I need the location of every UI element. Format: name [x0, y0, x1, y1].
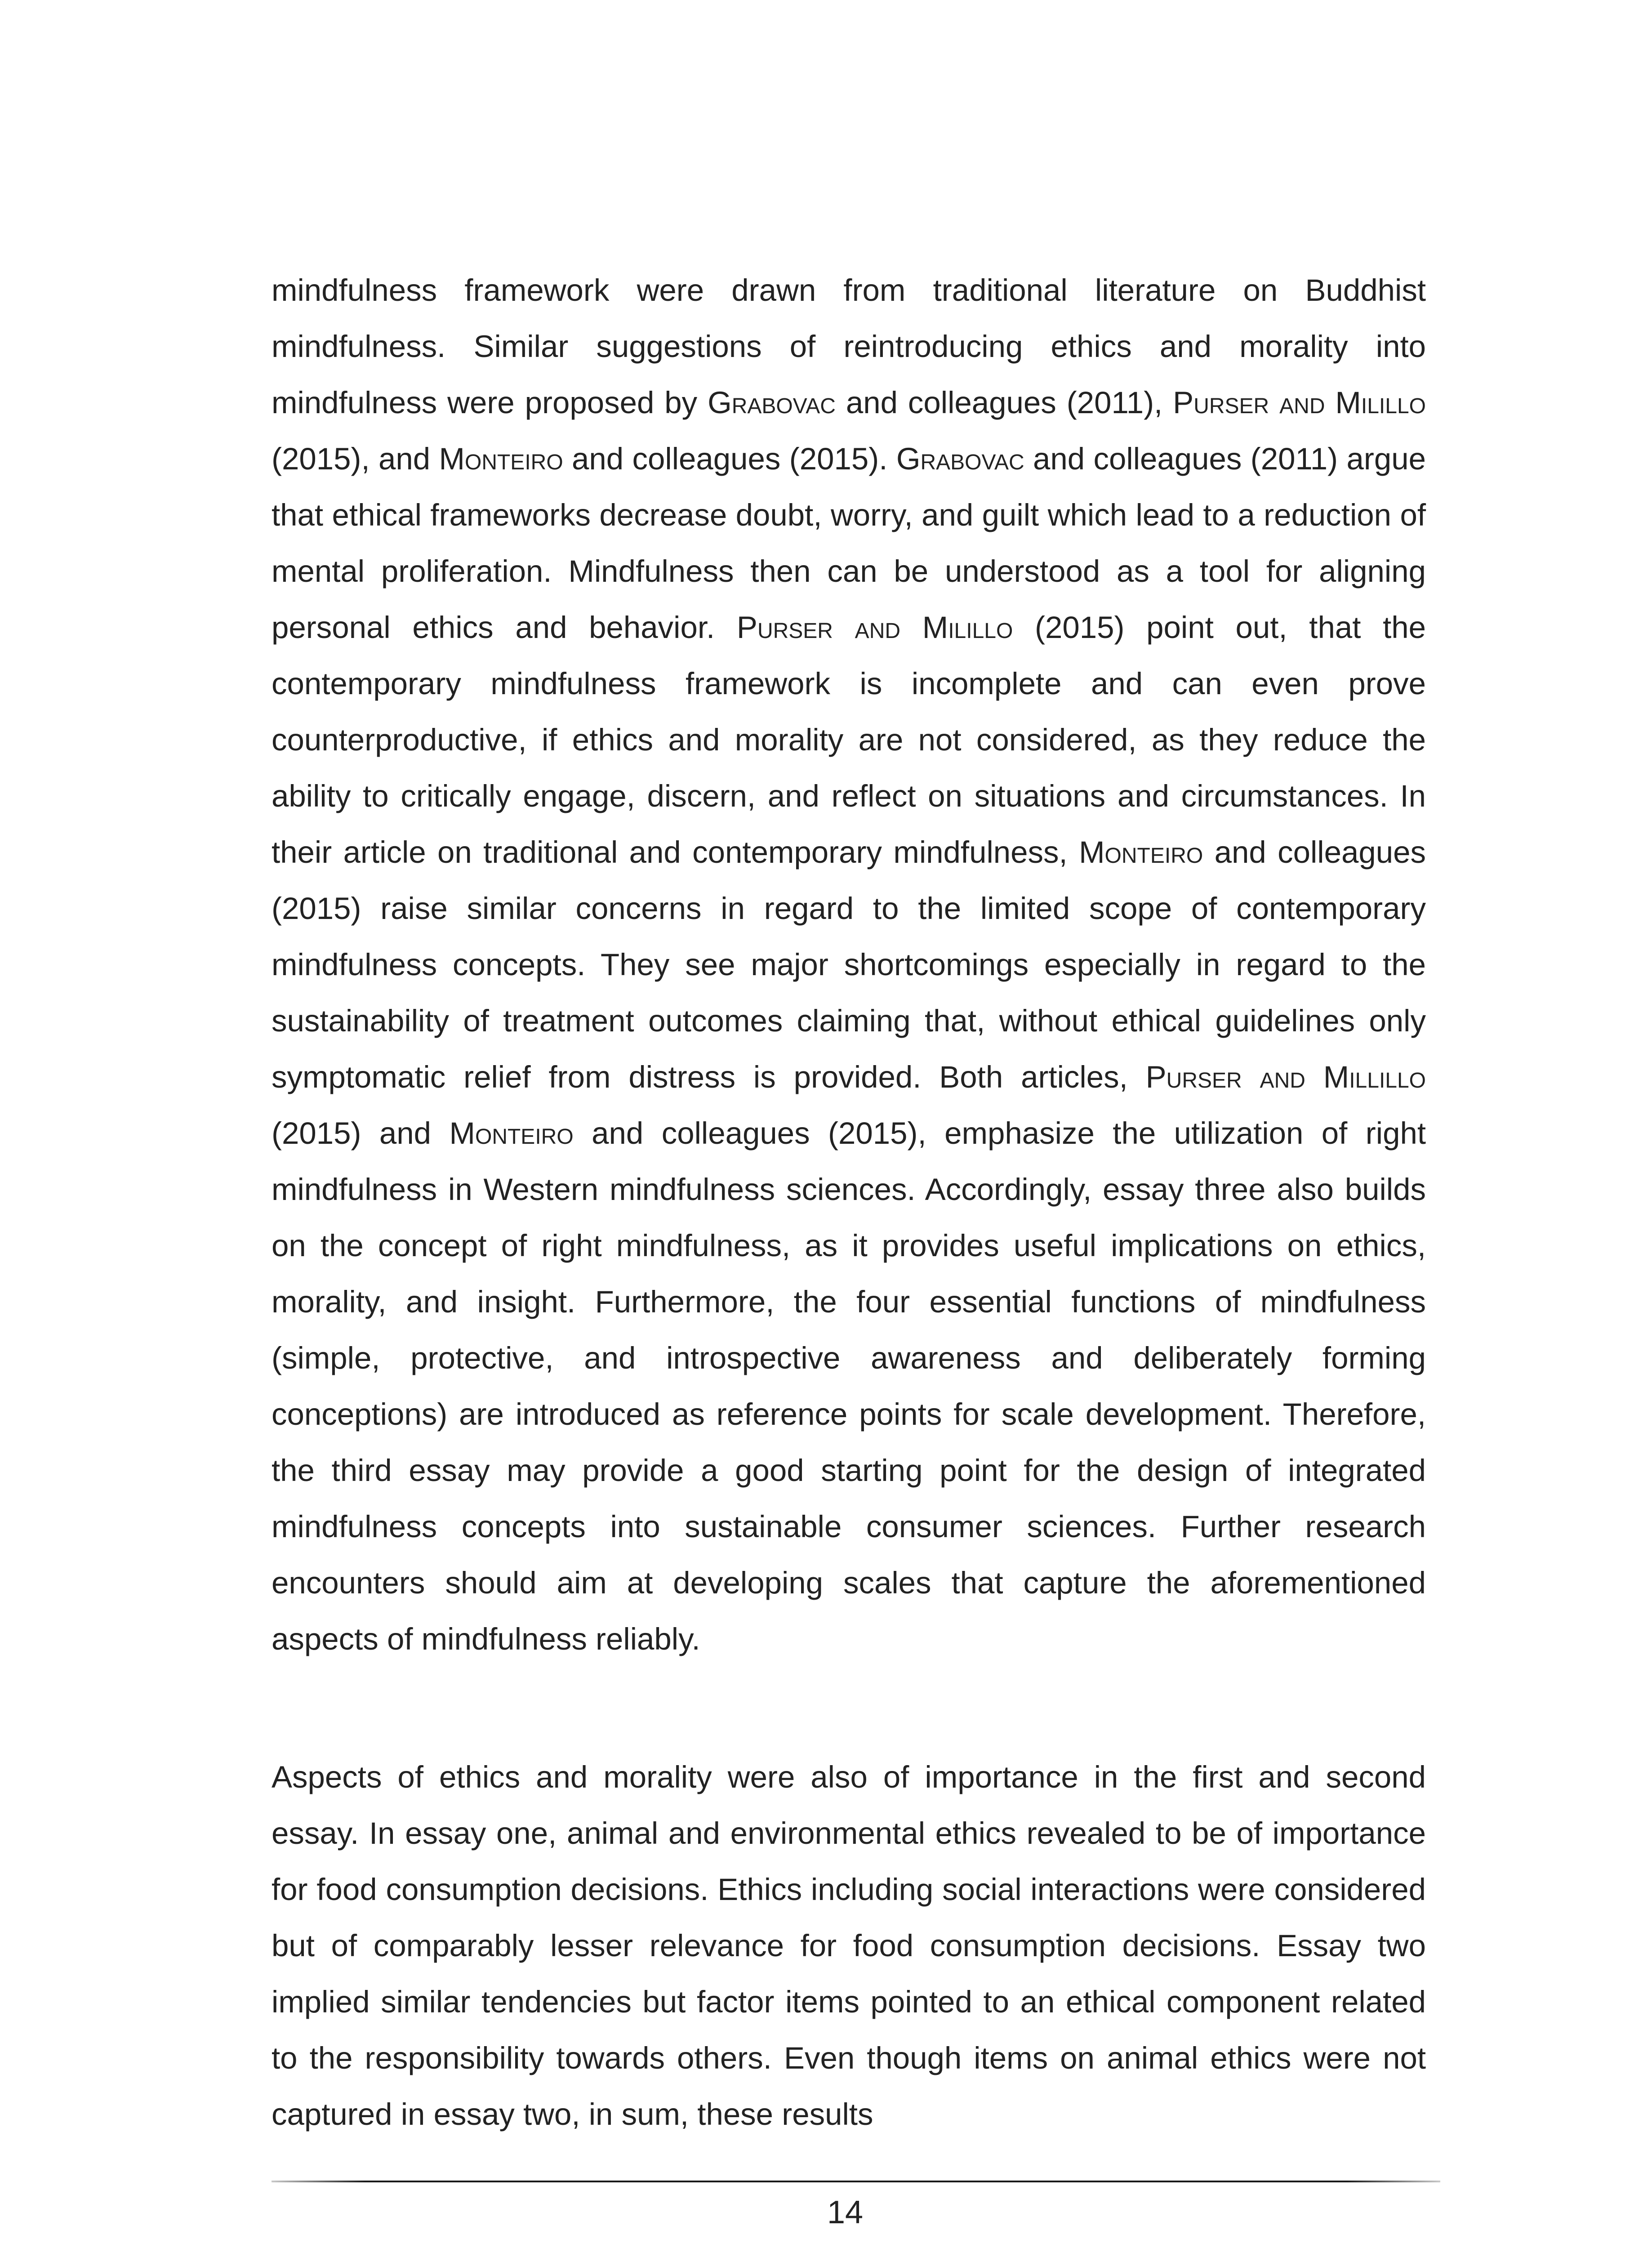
text-segment: and colleagues (2015).: [563, 442, 896, 476]
page-number: 14: [827, 2194, 864, 2230]
author-name: Monteiro: [1079, 835, 1203, 870]
author-name: Monteiro: [439, 442, 563, 476]
body-paragraph-2: [272, 1749, 1426, 2142]
text-segment: mindfulness framework were drawn from traditional literature on Buddhist mindfulness. Similar suggestions of reintroducing ethics and morality into mindfulness were proposed by: [272, 273, 1426, 420]
text-segment: (2015), and: [272, 442, 439, 476]
text-segment: and colleagues (2011) argue that ethical frameworks decrease doubt, worry, and guilt which lead to a reduction of mental proliferation. Mindfulness then can be understood as a tool for aligning personal ethics and behavior.: [272, 442, 1426, 645]
text-segment: (2015) and: [272, 1116, 450, 1151]
text-segment: Aspects of ethics and morality were also of importance in the first and second essay. In essay one, animal and environmental ethics revealed to be of importance for food consumption decisions. Ethics including social interactions were considered but of comparably lesser relevance for food consumption decisions. Essay two implied similar tendencies but factor items pointed to an ethical component related to the responsibility towards others. Even though items on animal ethics were not captured in essay two, in sum, these results: [272, 1760, 1426, 2132]
author-name: Grabovac: [896, 442, 1024, 476]
text-segment: and colleagues (2015), emphasize the utilization of right mindfulness in Western mindfulness sciences. Accordingly, essay three also builds on the concept of right mindfulness, as it provides useful implications on ethics, morality, and insight. Furthermore, the four essential functions of mindfulness (simple, protective, and introspective awareness and deliberately forming conceptions) are introduced as reference points for scale development. Therefore, the third essay may provide a good starting point for the design of integrated mindfulness concepts into sustainable consumer sciences. Further research encounters should aim at developing scales that capture the aforementioned aspects of mindfulness reliably.: [272, 1116, 1426, 1656]
author-name: Purser and Milillo: [1173, 385, 1426, 420]
author-name: Grabovac: [708, 385, 836, 420]
text-segment: and colleagues (2015) raise similar concerns in regard to the limited scope of contemporary mindfulness concepts. They see major shortcomings especially in regard to the sustainability of treatment outcomes claiming that, without ethical guidelines only symptomatic relief from distress is provided. Both articles,: [272, 835, 1426, 1094]
footer-rule: [272, 2181, 1440, 2182]
author-name: Purser and Milillo: [736, 610, 1013, 645]
body-paragraph-1: [272, 262, 1426, 1667]
author-name: Monteiro: [449, 1116, 574, 1151]
text-segment: and colleagues (2011),: [835, 385, 1173, 420]
text-segment: (2015) point out, that the contemporary mindfulness framework is incomplete and can even prove counterproductive, if ethics and morality are not considered, as they reduce the ability to critically engage, discern, and reflect on situations and circumstances. In their article on traditional and contemporary mindfulness,: [272, 610, 1426, 870]
author-name: Purser and Millillo: [1145, 1060, 1426, 1094]
